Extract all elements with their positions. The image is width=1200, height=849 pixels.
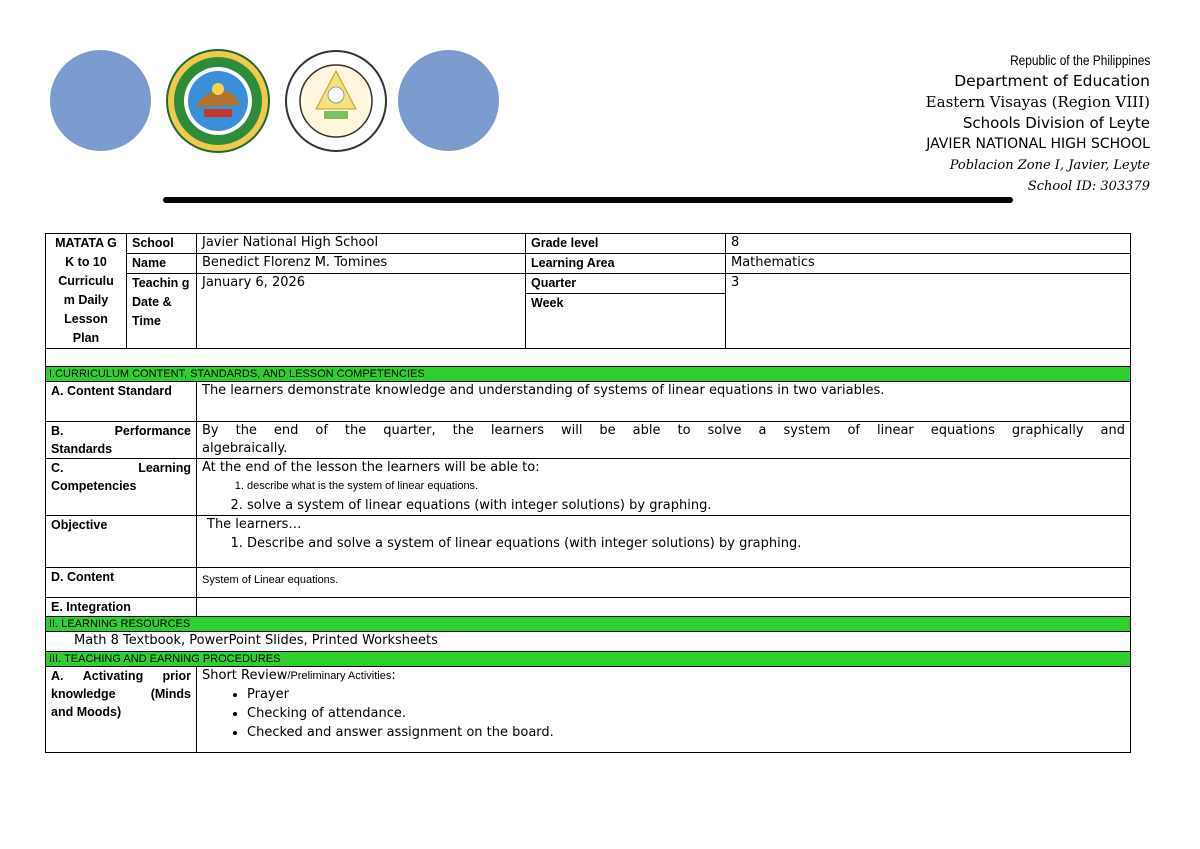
lesson-plan-table — [45, 233, 1131, 753]
content-value: System of Linear equations. — [197, 568, 1131, 598]
republic-text: Republic of the Philippines — [1009, 52, 1150, 68]
performance-standards-value: By the end of the quarter, the learners will be able to solve a system of linear equations graphically and algebraically. — [197, 422, 1131, 459]
name-label: Name — [127, 254, 197, 274]
learning-competencies-label: C. Learning Competencies — [46, 459, 197, 516]
address-text: Poblacion Zone I, Javier, Leyte — [949, 158, 1150, 173]
leyte-division-seal — [284, 49, 388, 153]
content-standard-label: A. Content Standard — [46, 382, 197, 422]
section-procedures-header: III. TEACHING AND EARNING PROCEDURES — [46, 652, 1131, 667]
teaching-date-value: January 6, 2026 — [197, 274, 526, 349]
department-text: Department of Education — [954, 72, 1150, 90]
section-curriculum-header: I.CURRICULUM CONTENT, STANDARDS, AND LESSON COMPETENCIES — [46, 367, 1131, 382]
resources-value: Math 8 Textbook, PowerPoint Slides, Printed Worksheets — [46, 632, 1131, 652]
logo-circle-right — [398, 50, 499, 151]
activating-prior-knowledge-label: A. Activating prior knowledge (Minds and Moods) — [46, 667, 197, 753]
letterhead — [926, 50, 1150, 197]
integration-label: E. Integration — [46, 598, 197, 617]
integration-value — [197, 598, 1131, 617]
plan-title: MATATA G K to 10 Curriculu m Daily Lesson Plan — [46, 234, 127, 349]
activity-item: • Checking of attendance. — [247, 704, 1125, 723]
spacer-row — [46, 349, 1131, 367]
activating-prior-knowledge-value: Short Review/Preliminary Activities: • Prayer • Checking of attendance. • Checked and answer assignment on the board. — [197, 667, 1131, 753]
competency-item: 2. solve a system of linear equations (with integer solutions) by graphing. — [247, 496, 1125, 515]
quarter-value: 3 — [726, 274, 1131, 349]
school-name-text: JAVIER NATIONAL HIGH SCHOOL — [926, 136, 1150, 152]
header-divider — [163, 197, 1013, 203]
learning-area-label: Learning Area — [526, 254, 726, 274]
activity-item: • Prayer — [247, 685, 1125, 704]
objective-item: 1. Describe and solve a system of linear equations (with integer solutions) by graphing. — [247, 534, 1125, 553]
section-resources-header: II. LEARNING RESOURCES — [46, 617, 1131, 632]
grade-label: Grade level — [526, 234, 726, 254]
learning-area-value: Mathematics — [726, 254, 1131, 274]
content-label: D. Content — [46, 568, 197, 598]
content-standard-value: The learners demonstrate knowledge and understanding of systems of linear equations in two variables. — [197, 382, 1131, 422]
performance-standards-label: B. Performance Standards — [46, 422, 197, 459]
region-text: Eastern Visayas (Region VIII) — [925, 93, 1150, 111]
school-value: Javier National High School — [197, 234, 526, 254]
division-text: Schools Division of Leyte — [962, 114, 1150, 132]
objective-value: The learners… 1. Describe and solve a system of linear equations (with integer solutions) by graphing. — [197, 516, 1131, 568]
name-value: Benedict Florenz M. Tomines — [197, 254, 526, 274]
learning-competencies-value: At the end of the lesson the learners will be able to: 1. describe what is the system of linear equations. 2. solve a system of linear equations (with integer solutions) by graphing. — [197, 459, 1131, 516]
teaching-date-label: Teachin g Date & Time — [127, 274, 197, 349]
school-id-text: School ID: 303379 — [1027, 179, 1150, 194]
grade-value: 8 — [726, 234, 1131, 254]
quarter-label: Quarter — [526, 274, 726, 294]
school-label: School — [127, 234, 197, 254]
week-label: Week — [526, 294, 726, 349]
activity-item: • Checked and answer assignment on the board. — [247, 723, 1125, 742]
competency-item: 1. describe what is the system of linear equations. — [247, 477, 1125, 496]
logo-circle-left — [50, 50, 151, 151]
deped-seal — [166, 49, 270, 153]
objective-label: Objective — [46, 516, 197, 568]
